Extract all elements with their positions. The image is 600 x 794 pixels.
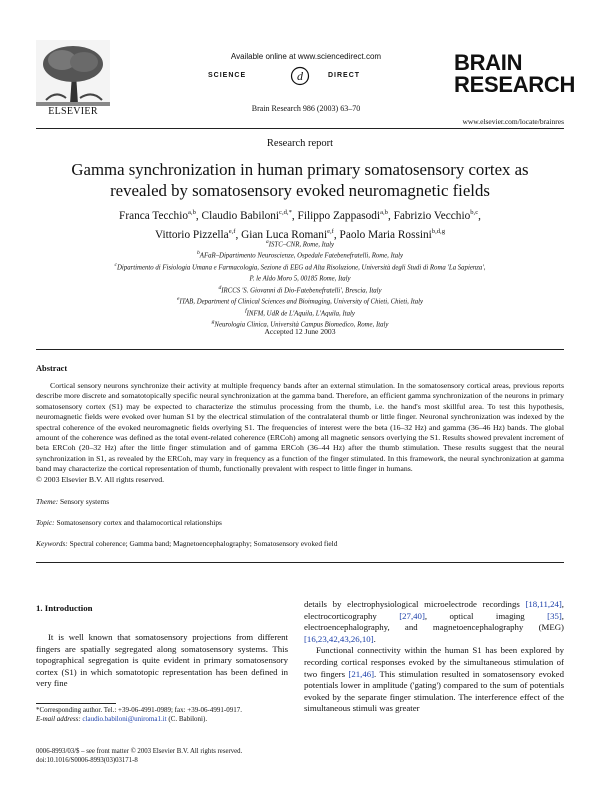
topic-label: Topic: [36,518,55,527]
abstract-top-divider [36,349,564,350]
footnote-divider [36,703,116,704]
journal-url[interactable]: www.elsevier.com/locate/brainres [462,117,564,126]
author-name: Vittorio Pizzella [155,228,229,241]
corresponding-author-footnote [36,706,288,725]
sciencedirect-logo [196,66,416,86]
authors-line1: Franca Tecchio$^{a,b}$, Claudio Babiloni$^{c,d,*}$, Filippo Zappasodi$^{a,b}$, Fabrizio Vecchio$^{b,c}$, [119,209,481,222]
author-name: Filippo Zappasodi [297,209,381,222]
article-title [40,159,560,201]
journal-title [454,50,576,97]
affiliation: $^a$ISTC–CNR, Rome, Italy [265,239,335,249]
affiliation: $^c$Dipartimento di Fisiologia Umana e Farmacologia, Sezione di EEG ad Alta Risoluzione, Università degli Studi di Roma 'La Sapienza', [114,261,486,272]
citation-link[interactable]: [35] [547,610,562,621]
author-sup: c,d,* [279,209,292,216]
theme-line [36,497,109,506]
citation-link[interactable]: [16,23,42,43,26,10] [304,633,374,644]
keywords-value: Spectral coherence; Gamma band; Magnetoencephalography; Somatosensory evoked field [69,539,338,548]
article-type: Research report [266,138,334,149]
accepted-date: Accepted 12 June 2003 [264,327,336,336]
footnote-email-line [36,715,288,724]
abstract-heading: Abstract [36,364,68,373]
theme-value: Sensory systems [60,497,110,506]
author-sup: e,f [228,227,236,235]
abstract-body: Cortical sensory neurons synchronize their activity at multiple frequency bands after an external stimulation. In the somatosensory cortical areas, previous reports describe more discrete and somatotopically specific neural synchronization at the gamma band. Therefore, an efficient gamma synchronization of the neurons in primary somatosensory cortex (S1) may be expected to characterize the stimulus processing from the thumb, i.e. the hand's most skillful area. To test this hypothesis, neuromagnetic fields were evoked over human S1 by the electrical stimulation of the contralateral thumb or little finger. Neuronal synchronization was indexed by the spectral coherence of the evoked neuromagnetic fields overlying S1. The frequencies of interest were the beta (16–32 Hz) and gamma (36–46 Hz) bands. The global amount of the coherence was defined as the total event-related coherence (ERCoh) among all magnetic sensors overlying the S1. Results showed prevalent increment of beta ERCoh (20–32 Hz) after the little finger stimulation and of gamma ERCoh (36–44 Hz) after the thumb stimulation. These results suggest that the neural synchronization in S1, as revealed by the ERCoh, may vary in frequency as a function of the finger stimulated. In this framework, the neural synchronization at gamma band may characterize the cortical representation of thumb, functionally prevalent with respect to little finger in humans. [36,381,564,474]
author-list [40,205,560,243]
affiliation: $^f$INFM, UdR de L'Aquila, L'Aquila, Italy [245,307,355,318]
right-paragraph-2: Functional connectivity within the human S1 has been explored by recording cortical responses evoked by the simultaneous stimulation of two fingers [21,46]. This stimulation resulted in somatosensory evoked potentials lower in amplitude ('gating') compared to the sum of potentials evoked by the separate finger stimulation. The interference effect of the simultaneous stimuli was greater [304,645,564,714]
abstract-copyright: © 2003 Elsevier B.V. All rights reserved. [36,475,165,484]
sciencedirect-right: DIRECT [328,72,361,79]
citation-link[interactable]: [21,46] [348,668,375,679]
keywords-line [36,539,337,548]
author-name: Paolo Maria Rossini [339,228,432,241]
author-sup: a,b [188,209,196,216]
publisher-name: ELSEVIER [48,106,98,117]
section-heading-introduction: 1. Introduction [36,603,93,613]
citation-link[interactable]: [18,11,24] [525,599,562,609]
affiliation: $^e$ITAB, Department of Clinical Sciences and Bioimaging, University of Chieti, Chieti, Italy [176,296,424,306]
svg-text:d: d [297,69,303,83]
affiliation: $^b$AFaR–Dipartimento Neuroscienze, Ospedale Fatebenefratelli, Rome, Italy [196,250,404,260]
authors-line2: Vittorio Pizzella$^{e,f}$, Gian Luca Romani$^{e,f}$, Paolo Maria Rossini$^{b,d,g}$ [155,227,445,241]
sciencedirect-at-icon [288,66,312,86]
topic-value: Somatosensory cortex and thalamocortical relationships [56,518,222,527]
title-line1: Gamma synchronization in human primary somatosensory cortex as [71,160,529,179]
topic-line [36,518,222,527]
author-sup: a,b [380,209,388,216]
intro-paragraph-left: It is well known that somatosensory projections from different fingers are spatially segregated along somatosensory systems. This topographical segregation is quite evident in primary somatosensory cortex (S1) in which somatotopic representation has been defined in very fine [36,632,288,689]
author-name: Claudio Babiloni [201,209,280,222]
theme-label: Theme: [36,497,59,506]
affiliation: $^d$IRCCS 'S. Giovanni di Dio-Fatebenefratelli', Brescia, Italy [218,284,382,295]
right-paragraph-1: details by electrophysiological microelectrode recordings [18,11,24], electrocorticography [27,40], optical imaging [35], electroencephalography, and magnetoencephalography (MEG) [16,23,42,43,26,10]. [304,599,564,644]
keywords-label: Keywords: [36,539,68,548]
journal-reference: Brain Research 986 (2003) 63–70 [251,104,361,113]
author-name: Franca Tecchio [119,209,188,222]
affiliation: $^g$Neurologia Clinica, Università Campus Biomedico, Rome, Italy [211,319,389,329]
citation-link[interactable]: [27,40] [399,610,425,621]
email-suffix: (C. Babiloni). [166,715,208,724]
email-label: E-mail address: [36,715,81,724]
author-sup: b,c [470,209,479,216]
email-link[interactable]: claudio.babiloni@uniroma1.it [82,715,167,724]
issn-line: 0006-8993/03/$ – see front matter © 2003 Elsevier B.V. All rights reserved. [36,748,243,755]
abstract-bottom-divider [36,562,564,563]
author-sup: b,d,g [431,227,445,235]
author-sup: e,f [327,227,334,235]
journal-title-line2: RESEARCH [454,72,576,97]
doi-line: doi:10.1016/S0006-8993(03)03171-8 [36,757,138,765]
header-divider [36,128,564,129]
author-name: Gian Luca Romani [241,228,328,241]
sciencedirect-left: SCIENCE [208,72,247,79]
journal-title-line1: BRAIN [454,50,523,75]
affiliation: P. le Aldo Moro 5, 00185 Rome, Italy [249,275,351,283]
footnote-corresponding: *Corresponding author. Tel.: +39-06-4991-0989; fax: +39-06-4991-0917. [36,706,242,714]
right-column [304,599,564,715]
issn-block [36,747,336,765]
title-line2: revealed by somatosensory evoked neuromagnetic fields [110,181,490,200]
elsevier-tree-logo [36,40,110,106]
available-online-text: Available online at www.sciencedirect.com [230,52,382,61]
affiliations [30,238,570,330]
author-name: Fabrizio Vecchio [393,209,471,222]
